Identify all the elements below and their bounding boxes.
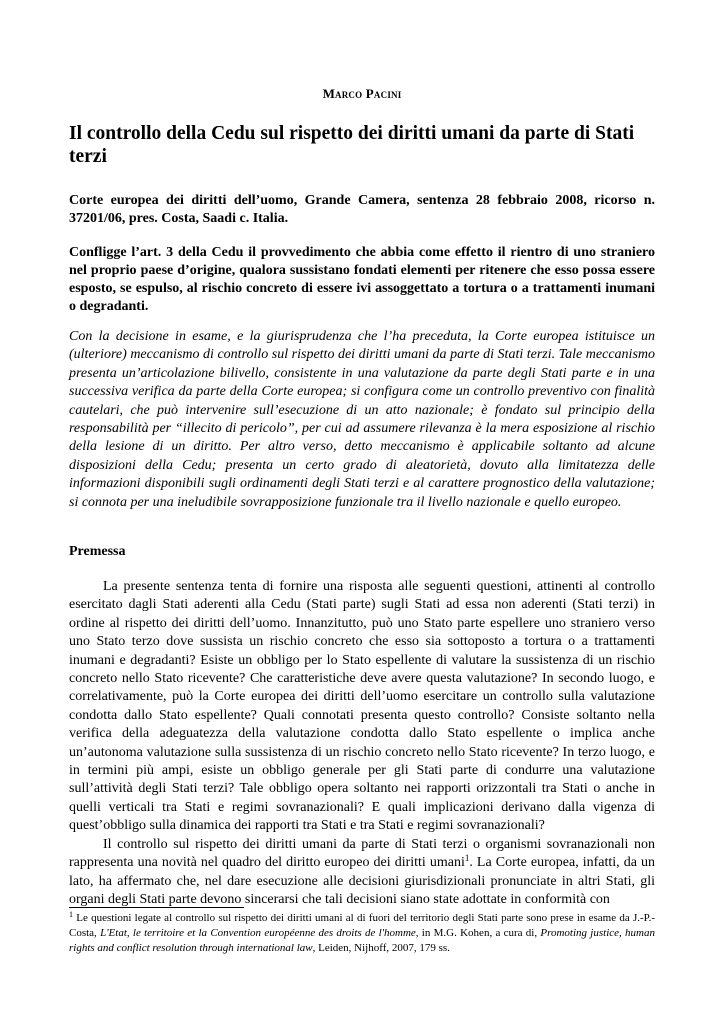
- body-paragraph: La presente sentenza tenta di fornire una risposta alle seguenti questioni, attinenti al controllo esercitato dagli Stati aderenti alla Cedu (Stati parte) sugli Stati ad essa non aderenti (Stati terzi) in ordine al rispetto dei diritti dell’uomo. Innanzitutto, può uno Stato parte espellere uno straniero verso uno Stato terzo dove sussista un rischio concreto che esso sia sottoposto a tortura o a trattamenti inumani e degradanti? Esiste un obbligo per lo Stato espellente di valutare la sussistenza di un rischio concreto nello Stato ricevente? Che caratteristiche deve avere questa valutazione? In secondo luogo, e correlativamente, può la Corte europea dei diritti dell’uomo esercitare un controllo sulla valutazione condotta dallo Stato espellente? Quali connotati presenta questo controllo? Consiste soltanto nella verifica della adeguatezza della valutazione condotta dallo Stato espellente o implica anche un’autonoma valutazione sulla sussistenza di un rischio concreto nello Stato ricevente? In terzo luogo, e in termini più ampi, esiste un obbligo generale per gli Stati parte di condurre una valutazione sull’attività degli Stati terzi? Tale obbligo opera soltanto nei rapporti orizzontali tra Stati o anche in quelli verticali tra Stati e regimi sovranazionali? E quali implicazioni derivano dalla vigenza di quest’obbligo sulla dinamica dei rapporti tra Stati e tra Stati e regimi sovranazionali?: [69, 579, 655, 834]
- abstract: Con la decisione in esame, e la giurisprudenza che l’ha preceduta, la Corte europea istituisce un (ulteriore) meccanismo di controllo sul rispetto dei diritti umani da parte di Stati terzi. Tale meccanismo presenta un’articolazione bilivello, consistente in una valutazione da parte degli Stati parte e in una successiva verifica da parte della Corte europea; si configura come un controllo preventivo con finalità cautelari, che può intervenire sull’esecuzione di un atto nazionale; è fondato sul principio della responsabilità per “illecito di pericolo”, per cui ad assumere rilevanza è la mera esposizione al rischio della lesione di un diritto. Per altro verso, detto meccanismo è applicabile soltanto ad alcune disposizioni della Cedu; presenta un certo grado di aleatorietà, dovuto alla limitatezza delle informazioni disponibili sugli ordinamenti degli Stati terzi e al carattere prognostico della valutazione; si connota per una ineludibile sovrapposizione funzionale tra il livello nazionale e quello europeo.: [69, 329, 655, 510]
- footnote-separator: [69, 907, 244, 908]
- body-text: [69, 578, 655, 909]
- author-name: Marco Pacini: [322, 86, 402, 101]
- paragraph-text: Il controllo sul rispetto dei diritti umani da parte di Stati terzi o organismi sovranazionali non rappresenta una novità nel quadro del diritto europeo dei diritti umani: [69, 836, 655, 871]
- footnote-cited-title: L'Etat, le territoire et la Convention européenne des droits de l'homme: [100, 927, 416, 939]
- body-paragraph: [69, 836, 655, 910]
- case-headnote: Confligge l’art. 3 della Cedu il provvedimento che abbia come effetto il rientro di uno straniero nel proprio paese d’origine, qualora sussistano fondati elementi per ritenere che esso possa essere esposto, se espulso, al rischio concreto di essere ivi assoggettato a tortura o a trattamenti inumani o degradanti.: [69, 245, 655, 314]
- footnote-marker: 1: [69, 910, 73, 919]
- case-reference: Corte europea dei diritti dell’uomo, Grande Camera, sentenza 28 febbraio 2008, ricorso n. 37201/06, pres. Costa, Saadi c. Italia.: [69, 193, 655, 226]
- footnote-reference: 1: [464, 853, 470, 864]
- footnote-text: , Leiden, Nijhoff, 2007, 179 ss.: [312, 942, 450, 954]
- paragraph-text: . La Corte europea, infatti, da un lato, ha affermato che, nel dare esecuzione alle decisioni giurisdizionali pronunciate in altri Stati, gli organi degli Stati parte devono sincerarsi che tali decisioni siano state adottate in conformità con: [69, 855, 655, 907]
- article-title: Il controllo della Cedu sul rispetto dei diritti umani da parte di Stati terzi: [69, 123, 635, 167]
- footnote-text: Le questioni legate al controllo sul rispetto dei diritti umani al di fuori del territorio degli Stati parte sono prese in esame da J.-P.- Costa,: [69, 912, 655, 939]
- footnote-text: , in M.G. Kohen, a cura di,: [415, 927, 541, 939]
- section-heading: Premessa: [69, 544, 126, 559]
- footnote: [69, 911, 655, 956]
- footnote-cited-title: Promoting justice, human rights and conflict resolution through international law: [69, 927, 655, 954]
